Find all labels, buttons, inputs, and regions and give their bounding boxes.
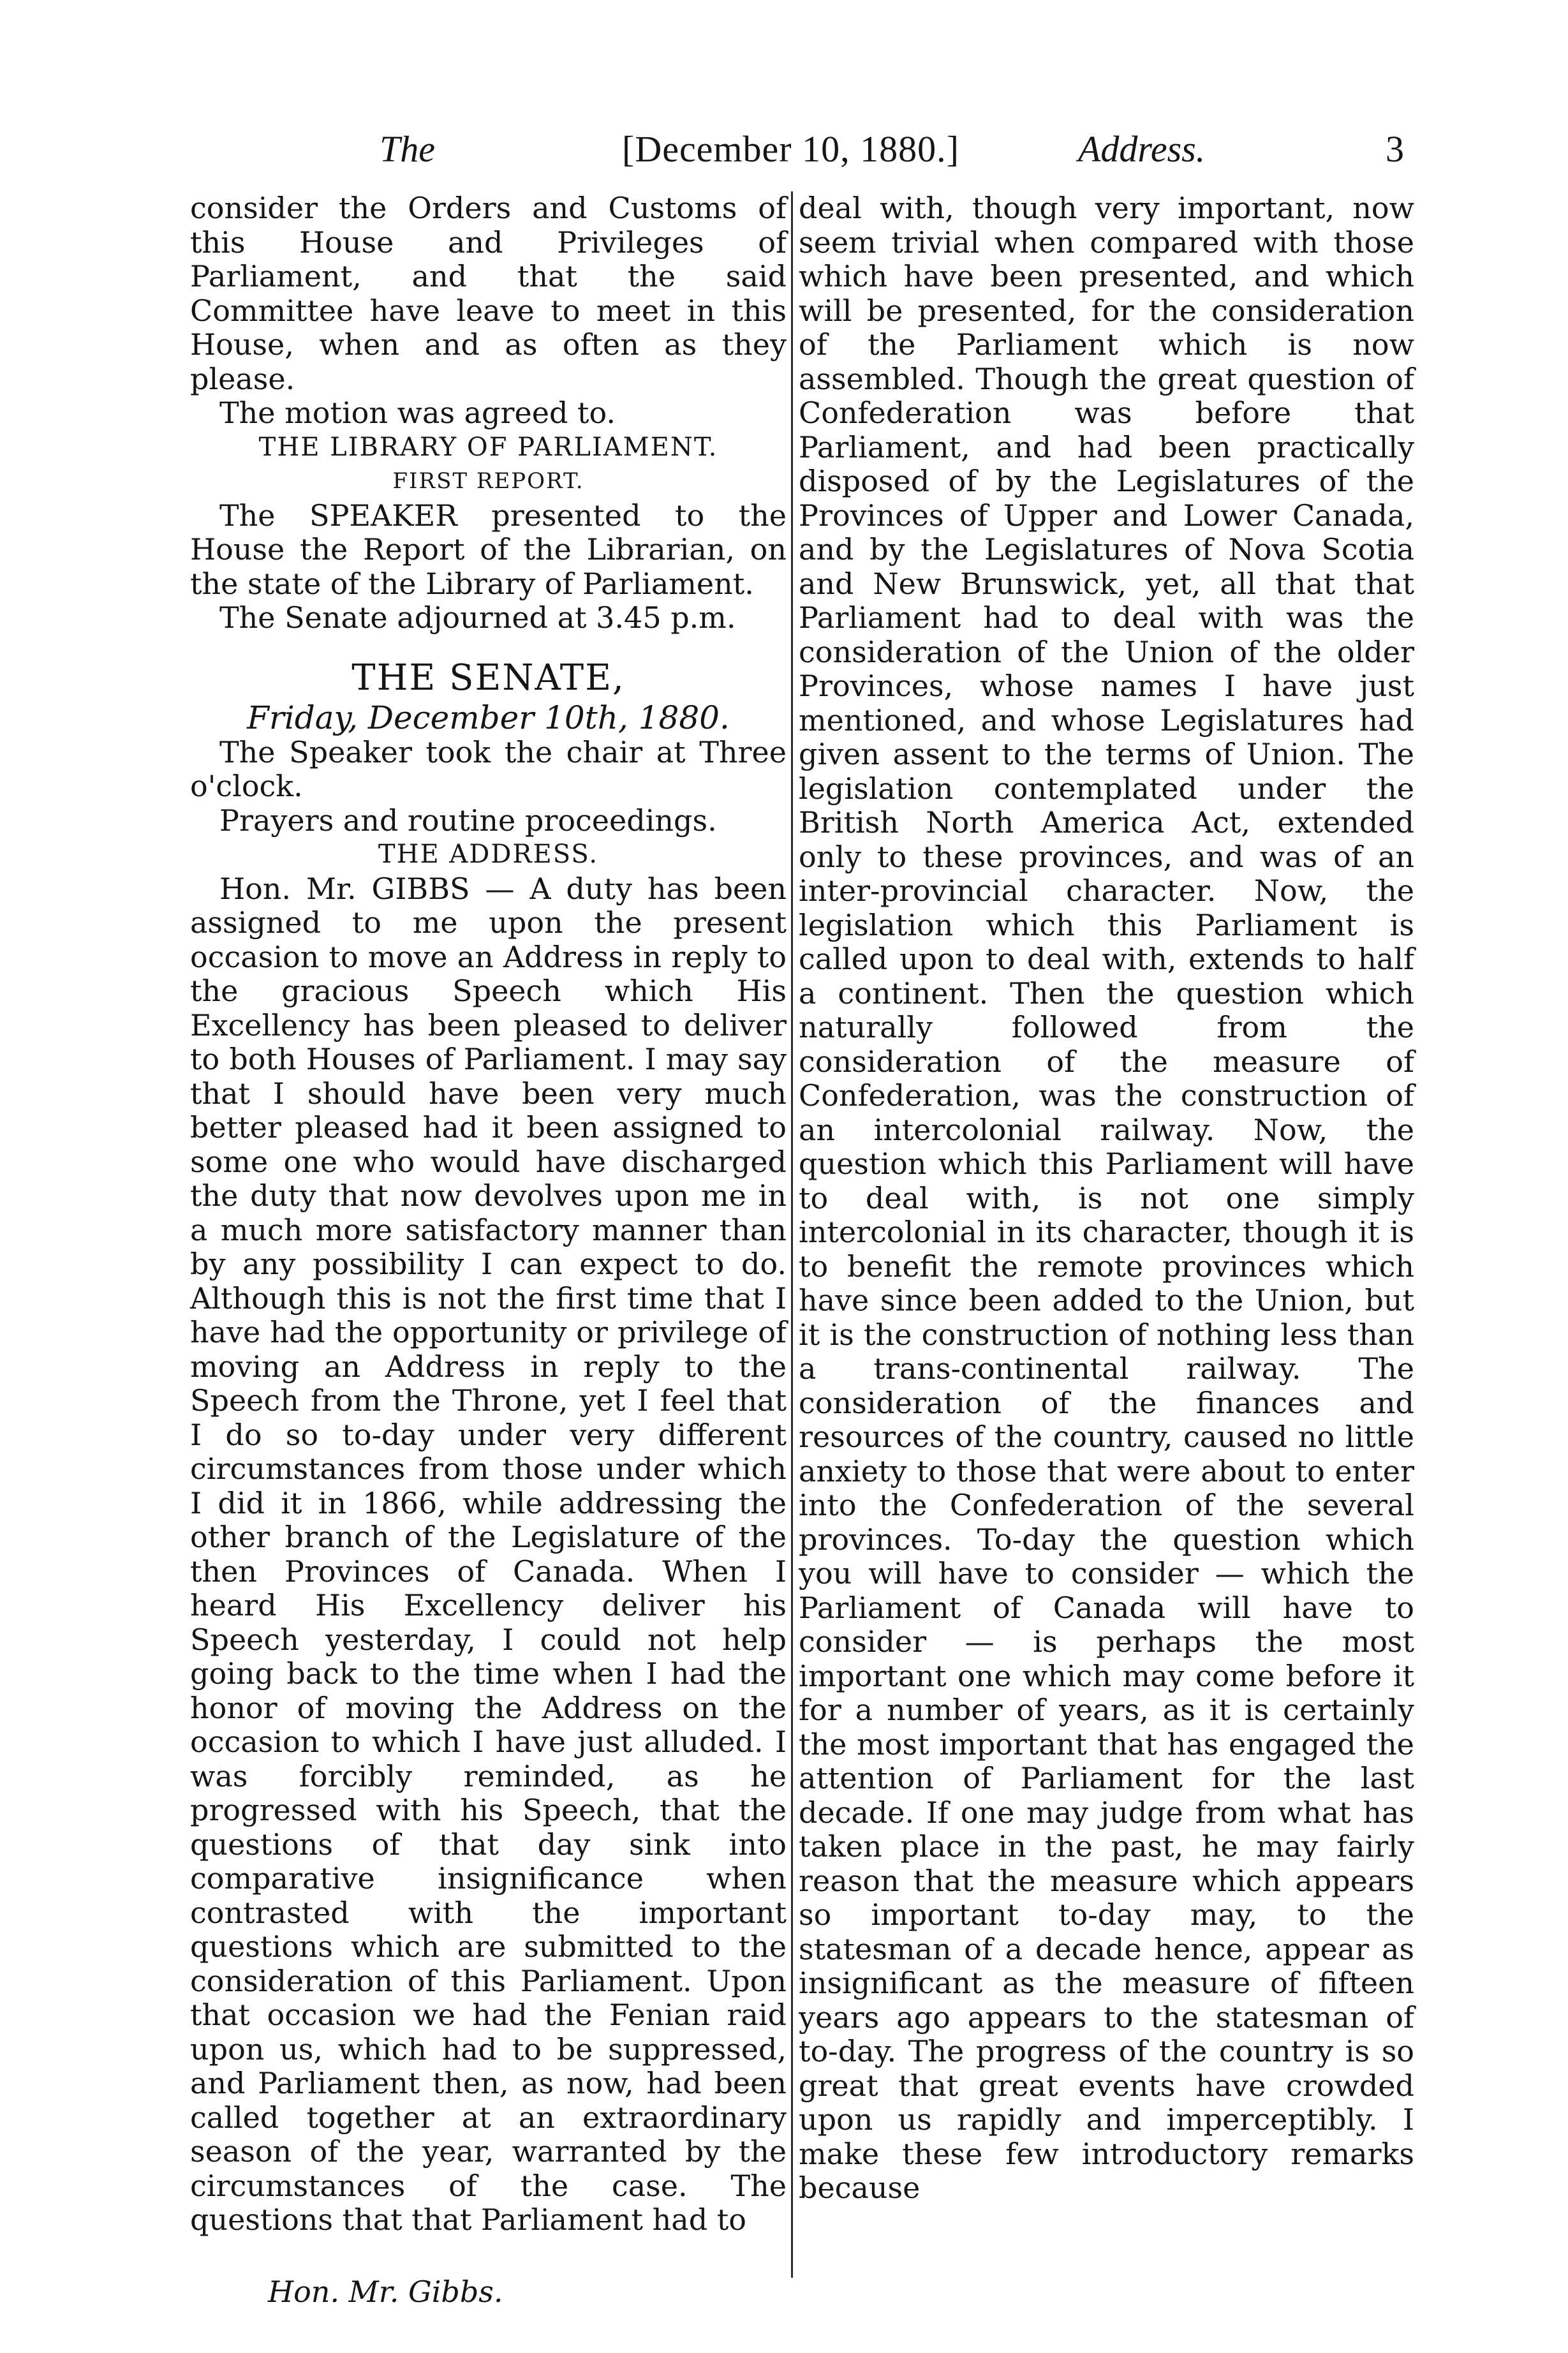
sitting-date: Friday, December 10th, 1880. [247,699,730,736]
header-left: The [380,128,435,170]
column-divider [791,191,793,2278]
running-header [0,128,1568,179]
gibbs-speech-start: Hon. Mr. GIBBS — A duty has been assigned to me upon the present occasion to move an Address in reply to the gracious Speech which His Excellency has been pleased to deliver to both Houses of Parliament. I may say that I should have been very much better pleased had it been assigned to some one who would have discharged the duty that now devolves upon me in a much more satisfactory manner than by any possibility I can expect to do. Although this is not the first time that I have had the opportunity or privilege of moving an Address in reply to the Speech from the Throne, yet I feel that I do so to-day under very different circumstances from those under which I did it in 1866, while addressing the other branch of the Legislature of the then Provinces of Canada. When I heard His Excellency deliver his Speech yesterday, I could not help going back to the time when I had the honor of moving the Address on the occasion to which I have just alluded. I was forcibly reminded, as he progressed with his Speech, that the questions of that day sink into comparative insignificance when contrasted with the important questions which are submitted to the consideration of this Parliament. Upon that occasion we had the Fenian raid upon us, which had to be suppressed, and Parliament then, as now, had been called together at an extraordinary season of the year, warranted by the circumstances of the case. The questions that that Parliament had to [190,871,787,2237]
library-heading: THE LIBRARY OF PARLIAMENT. [258,432,718,462]
address-heading: THE ADDRESS. [378,840,599,869]
speaker-footer: Hon. Mr. Gibbs. [268,2275,503,2309]
gibbs-speech-continued: deal with, though very important, now seem trivial when compared with those which have been presented, and which will be presented, for the consideration of the Parliament which is now assembled. Though the great question of Confederation was before that Parliament, and had been practically disposed of by the Legislatures of the Provinces of Upper and Lower Canada, and by the Legislatures of Nova Scotia and New Brunswick, yet, all that that Parliament had to deal with was the consideration of the Union of the older Provinces, whose names I have just mentioned, and whose Legislatures had given assent to the terms of Union. The legislation contemplated under the British North America Act, extended only to these provinces, and was of an inter-provincial character. Now, the legislation which this Parliament is called upon to deal with, extends to half a continent. Then the question which naturally followed from the consideration of the measure of Confederation, was the construction of an intercolonial railway. Now, the question which this Parliament will have to deal with, is not one simply intercolonial in its character, though it is to benefit the remote provinces which have since been added to the Union, but it is the construction of nothing less than a trans-continental railway. The consideration of the finances and resources of the country, caused no little anxiety to those that were about to enter into the Confederation of the several provinces. To-day the question which you will have to consider — which the Parliament of Canada will have to consider — is perhaps the most important one which may come before it for a number of years, as it is certainly the most important that has engaged the attention of Parliament for the last decade. If one may judge from what has taken place in the past, he may fairly reason that the measure which appears so important to-day may, to the statesman of a decade hence, appear as insignificant as the measure of fifteen years ago appears to the statesman of to-day. The progress of the country is so great that great events have crowded upon us rapidly and imperceptibly. I make these few introductory remarks because [799,191,1414,2205]
prayers: Prayers and routine proceedings. [219,803,717,838]
left-column [190,191,787,2238]
senate-adjourned: The Senate adjourned at 3.45 p.m. [219,600,736,635]
header-right: Address. [1078,128,1206,170]
first-report-heading: FIRST REPORT. [392,468,584,494]
senate-heading: THE SENATE, [351,657,625,699]
speaker-presented: The SPEAKER presented to the House the Report of the Librarian, on the state of the Library of Parliament. [190,498,787,601]
speaker-took-chair: The Speaker took the chair at Three o'clock. [190,734,787,803]
page-number: 3 [1386,128,1404,170]
motion-agreed: The motion was agreed to. [219,396,616,430]
left-paragraph-1: consider the Orders and Customs of this House and Privileges of Parliament, and that the said Committee have leave to meet in this House, when and as often as they please. [190,191,787,396]
right-column [799,191,1414,2206]
header-date: [December 10, 1880.] [622,128,959,170]
